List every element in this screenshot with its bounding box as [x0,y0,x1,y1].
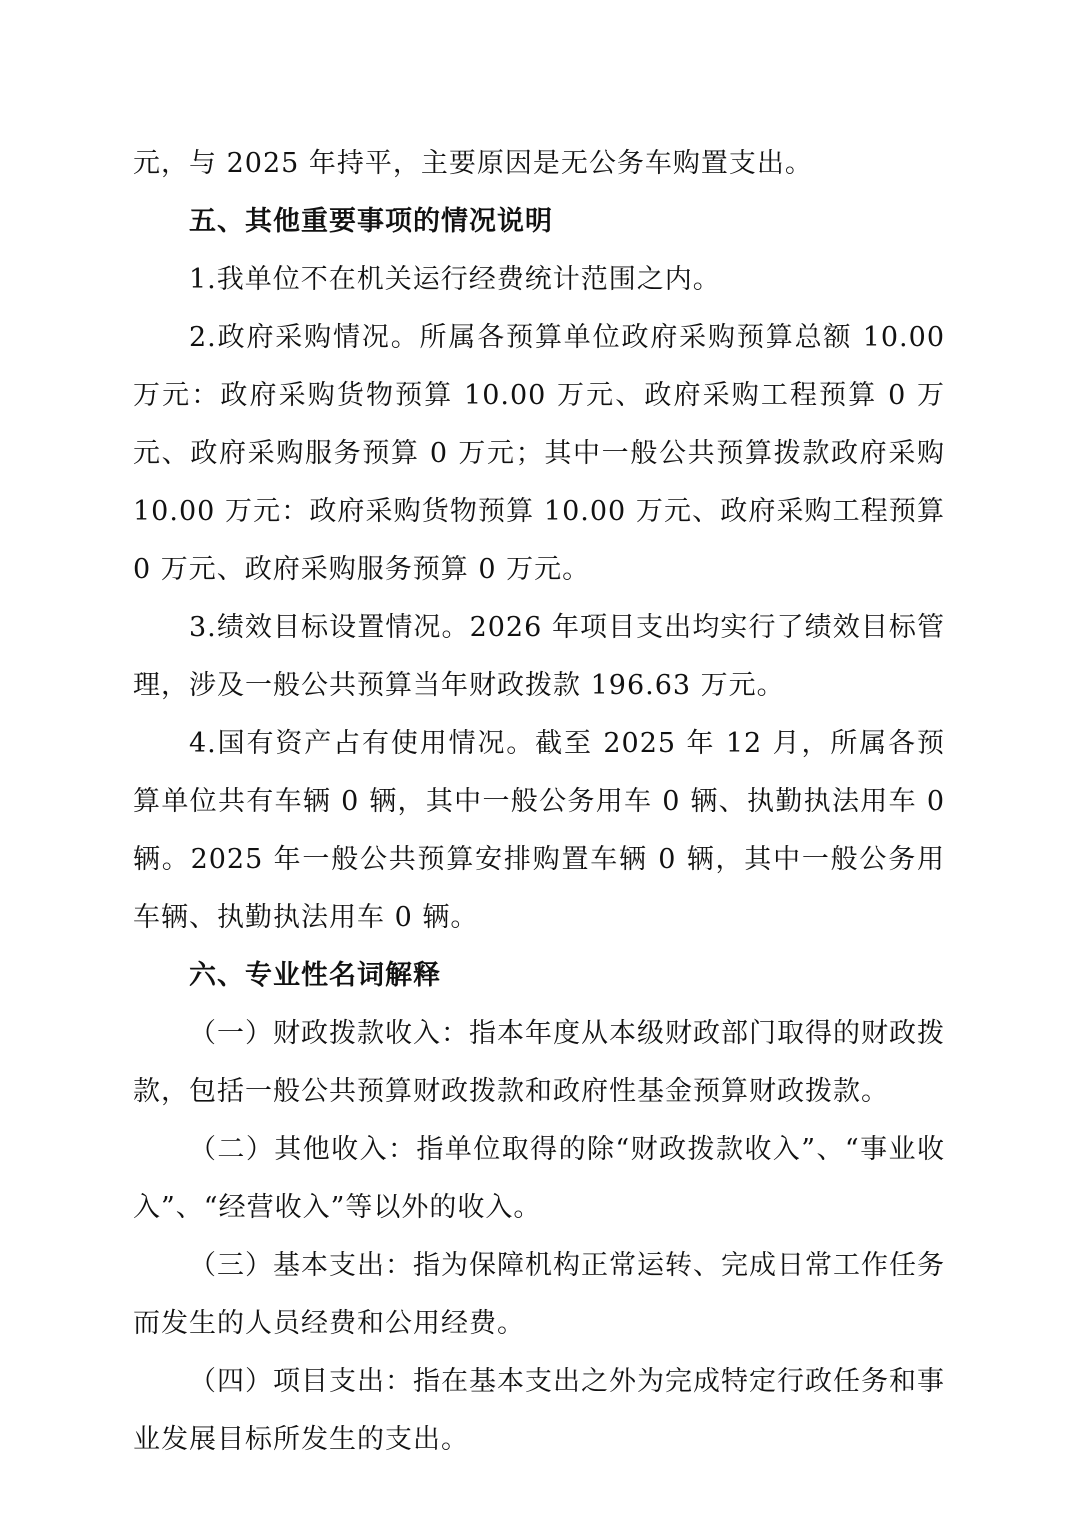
term-other-income: （二）其他收入：指单位取得的除“财政拨款收入”、“事业收入”、“经营收入”等以外的收入。 [133,1134,945,1223]
paragraph-operating-expenses: 1.我单位不在机关运行经费统计范围之内。 [189,264,721,295]
paragraph-performance-targets: 3.绩效目标设置情况。2026 年项目支出均实行了绩效目标管理，涉及一般公共预算当年财政拨款 196.63 万元。 [133,612,945,701]
document-body [133,135,945,1469]
paragraph-state-assets: 4.国有资产占有使用情况。截至 2025 年 12 月，所属各预算单位共有车辆 0 辆，其中一般公务用车 0 辆、执勤执法用车 0 辆。2025 年一般公共预算安排购置车辆 0 辆，其中一般公务用车辆、执勤执法用车 0 辆。 [133,728,945,933]
continuation-paragraph: 元，与 2025 年持平，主要原因是无公务车购置支出。 [133,148,813,179]
term-basic-expenditure: （三）基本支出：指为保障机构正常运转、完成日常工作任务而发生的人员经费和公用经费。 [133,1250,945,1339]
paragraph-government-procurement: 2.政府采购情况。所属各预算单位政府采购预算总额 10.00 万元：政府采购货物预算 10.00 万元、政府采购工程预算 0 万元、政府采购服务预算 0 万元；其中一般公共预算拨款政府采购 10.00 万元：政府采购货物预算 10.00 万元、政府采购工程预算 0 万元、政府采购服务预算 0 万元。 [133,322,945,585]
section-heading-terminology: 六、专业性名词解释 [189,960,441,991]
term-fiscal-appropriation-income: （一）财政拨款收入：指本年度从本级财政部门取得的财政拨款，包括一般公共预算财政拨款和政府性基金预算财政拨款。 [133,1018,945,1107]
section-heading-other-matters: 五、其他重要事项的情况说明 [189,206,553,237]
term-project-expenditure: （四）项目支出：指在基本支出之外为完成特定行政任务和事业发展目标所发生的支出。 [133,1366,945,1455]
